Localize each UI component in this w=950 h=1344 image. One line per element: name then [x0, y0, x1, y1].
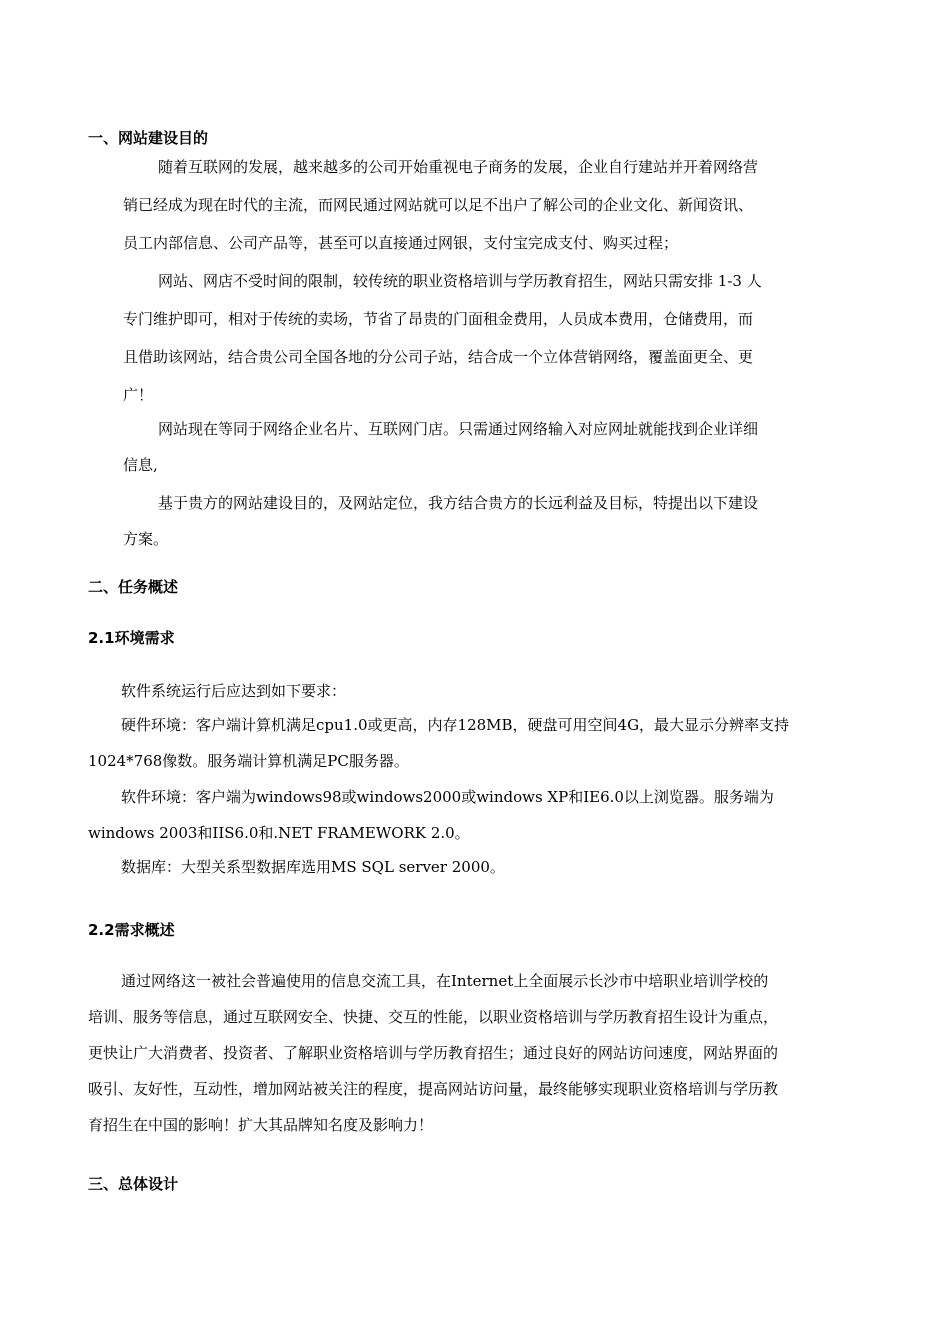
paragraph-line: 随着互联网的发展，越来越多的公司开始重视电子商务的发展，企业自行建站并开着网络营: [158, 158, 759, 176]
paragraph-3: [123, 410, 863, 480]
requirement-line: 软件环境：客户端为windows98或windows2000或windows XP和IE6.0以上浏览器。服务端为: [121, 788, 774, 806]
paragraph-line: 基于贵方的网站建设目的，及网站定位，我方结合贵方的长远利益及目标，特提出以下建设: [158, 494, 759, 512]
section-heading-1: 一、网站建设目的: [88, 129, 209, 147]
paragraph-line: 网站、网店不受时间的限制，较传统的职业资格培训与学历教育招生，网站只需安排 1-3 人: [158, 272, 762, 290]
paragraph-1: [123, 148, 863, 252]
requirement-line: windows 2003和IIS6.0和.NET FRAMEWORK 2.0。: [88, 824, 470, 842]
section-heading-3: 三、总体设计: [88, 1175, 179, 1193]
requirement-line: 软件系统运行后应达到如下要求：: [121, 682, 347, 700]
requirement-line: 硬件环境：客户端计算机满足cpu1.0或更高，内存128MB，硬盘可用空间4G，最大显示分辨率支持: [121, 716, 790, 734]
paragraph-line: 销已经成为现在时代的主流，而网民通过网站就可以足不出户了解公司的企业文化、新闻资讯、: [123, 196, 754, 214]
overview-line: 育招生在中国的影响！扩大其品牌知名度及影响力！: [88, 1116, 434, 1134]
requirement-overview: [88, 964, 868, 1144]
subsection-heading-2-1: 2.1环境需求: [88, 629, 175, 647]
paragraph-line: 且借助该网站，结合贵公司全国各地的分公司子站，结合成一个立体营销网络，覆盖面更全、更: [123, 348, 754, 366]
paragraph-line: 信息,: [123, 456, 158, 474]
paragraph-2: [123, 262, 863, 402]
section-heading-2: 二、任务概述: [88, 578, 179, 596]
requirement-line: 数据库：大型关系型数据库选用MS SQL server 2000。: [121, 858, 505, 876]
overview-line: 更快让广大消费者、投资者、了解职业资格培训与学历教育招生；通过良好的网站访问速度，网站界面的: [88, 1044, 779, 1062]
paragraph-4: [123, 484, 863, 554]
paragraph-line: 广！: [123, 386, 154, 404]
requirement-line: 1024*768像数。服务端计算机满足PC服务器。: [88, 752, 409, 770]
overview-line: 培训、服务等信息，通过互联网安全、快捷、交互的性能，以职业资格培训与学历教育招生设计为重点，: [88, 1008, 779, 1026]
overview-line: 吸引、友好性，互动性，增加网站被关注的程度，提高网站访问量，最终能够实现职业资格培训与学历教: [88, 1080, 779, 1098]
paragraph-line: 网站现在等同于网络企业名片、互联网门店。只需通过网络输入对应网址就能找到企业详细: [158, 420, 759, 438]
paragraph-line: 员工内部信息、公司产品等，甚至可以直接通过网银，支付宝完成支付、购买过程；: [123, 234, 679, 252]
paragraph-line: 方案。: [123, 530, 169, 548]
subsection-heading-2-2: 2.2需求概述: [88, 921, 175, 939]
paragraph-line: 专门维护即可，相对于传统的卖场，节省了昂贵的门面租金费用，人员成本费用，仓储费用，而: [123, 310, 754, 328]
overview-line: 通过网络这一被社会普遍使用的信息交流工具，在Internet上全面展示长沙市中培职业培训学校的: [121, 972, 769, 990]
environment-requirements: [88, 674, 868, 884]
